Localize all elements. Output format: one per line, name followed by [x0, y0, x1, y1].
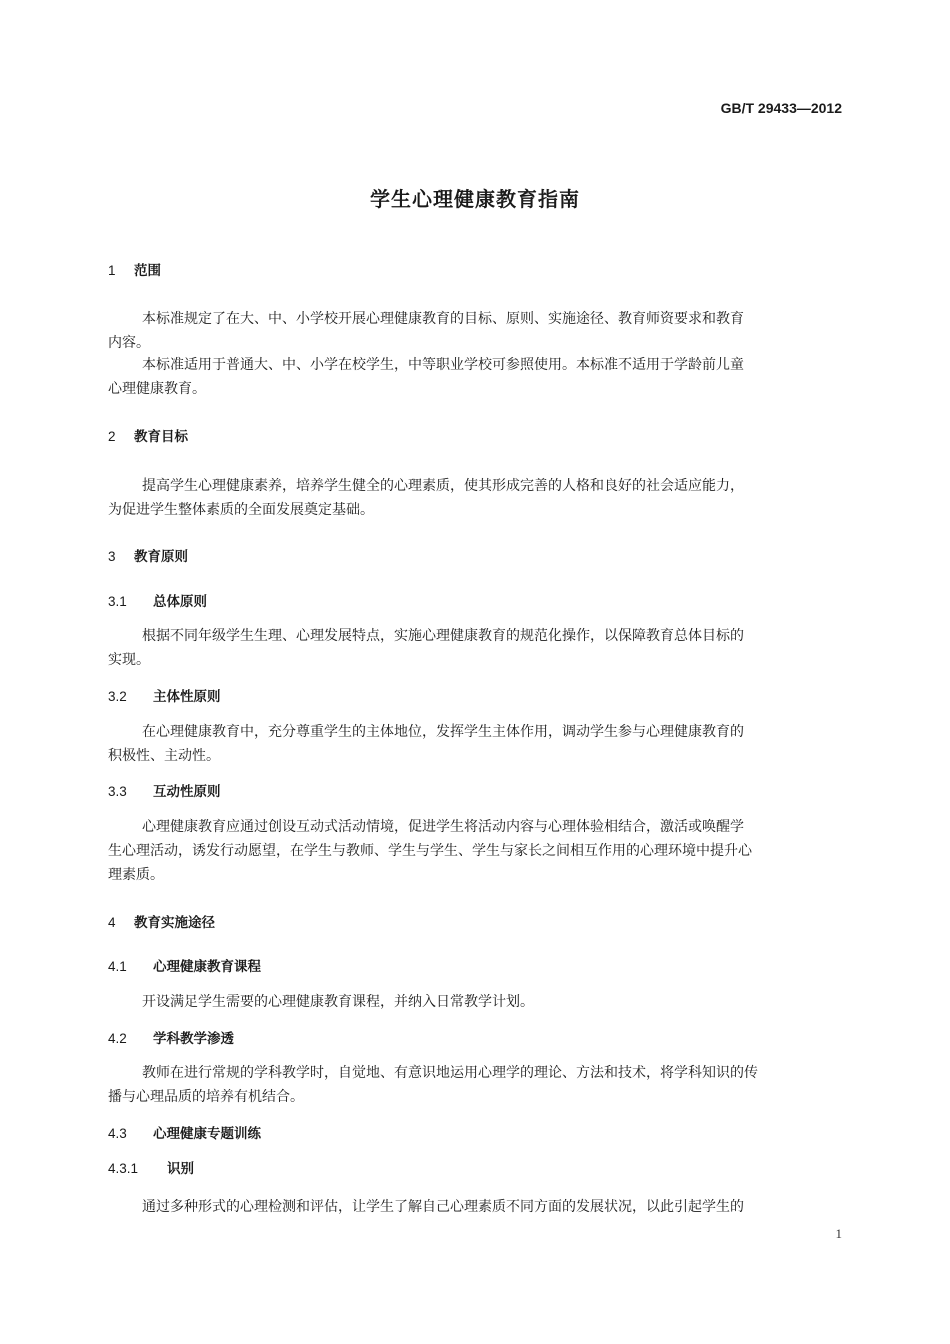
standard-number: GB/T 29433—2012 [720, 100, 842, 116]
section-2-paragraph-1 [108, 474, 842, 522]
section-4-2-heading [108, 1029, 234, 1049]
section-number: 3.1 [108, 594, 127, 609]
section-3-2-paragraph [108, 720, 842, 768]
paragraph-line: 内容。 [108, 335, 150, 351]
section-4-heading [108, 913, 215, 933]
paragraph-line: 积极性、主动性。 [108, 748, 220, 764]
section-title: 互动性原则 [153, 784, 221, 800]
section-title: 心理健康专题训练 [153, 1126, 261, 1142]
section-title: 学科教学渗透 [153, 1031, 234, 1047]
paragraph-line: 生心理活动，诱发行动愿望，在学生与教师、学生与学生、学生与家长之间相互作用的心理环境中提升心 [108, 843, 752, 859]
section-1-paragraph-1 [108, 307, 842, 355]
section-4-1-heading [108, 957, 261, 977]
section-3-2-heading [108, 687, 221, 707]
paragraph-line: 本标准规定了在大、中、小学校开展心理健康教育的目标、原则、实施途径、教育师资要求和教育 [142, 311, 744, 327]
paragraph-line: 通过多种形式的心理检测和评估，让学生了解自己心理素质不同方面的发展状况，以此引起学生的 [142, 1199, 744, 1215]
paragraph-line: 提高学生心理健康素养，培养学生健全的心理素质，使其形成完善的人格和良好的社会适应能力， [142, 478, 744, 494]
section-3-1-heading [108, 592, 207, 612]
section-number: 4.1 [108, 959, 127, 974]
section-4-1-paragraph [108, 990, 842, 1014]
section-number: 1 [108, 263, 116, 278]
paragraph-line: 教师在进行常规的学科教学时，自觉地、有意识地运用心理学的理论、方法和技术，将学科知识的传 [142, 1065, 758, 1081]
paragraph-line: 心理健康教育。 [108, 381, 206, 397]
section-title: 识别 [167, 1161, 194, 1177]
document-title: 学生心理健康教育指南 [370, 187, 580, 211]
section-4-2-paragraph [108, 1061, 842, 1109]
section-4-3-heading [108, 1124, 261, 1144]
section-number: 4.3 [108, 1126, 127, 1141]
section-3-3-heading [108, 782, 221, 802]
paragraph-line: 在心理健康教育中，充分尊重学生的主体地位，发挥学生主体作用，调动学生参与心理健康教育的 [142, 724, 744, 740]
section-1-paragraph-2 [108, 353, 842, 401]
paragraph-line: 根据不同年级学生生理、心理发展特点，实施心理健康教育的规范化操作，以保障教育总体目标的 [142, 628, 744, 644]
section-number: 3 [108, 549, 116, 564]
section-number: 4.3.1 [108, 1161, 139, 1176]
section-2-heading [108, 427, 188, 447]
section-3-1-paragraph [108, 624, 842, 672]
section-number: 4.2 [108, 1031, 127, 1046]
section-3-3-paragraph [108, 815, 842, 887]
paragraph-line: 开设满足学生需要的心理健康教育课程，并纳入日常教学计划。 [142, 994, 534, 1010]
section-title: 总体原则 [153, 594, 207, 610]
section-4-3-1-heading [108, 1159, 194, 1179]
section-title: 主体性原则 [153, 689, 221, 705]
section-title: 教育原则 [134, 549, 188, 565]
section-number: 2 [108, 429, 116, 444]
section-number: 3.2 [108, 689, 127, 704]
section-1-heading [108, 261, 161, 281]
section-title: 教育目标 [134, 429, 188, 445]
paragraph-line: 理素质。 [108, 867, 164, 883]
paragraph-line: 为促进学生整体素质的全面发展奠定基础。 [108, 502, 374, 518]
paragraph-line: 播与心理品质的培养有机结合。 [108, 1089, 304, 1105]
section-title: 范围 [134, 263, 161, 279]
section-title: 教育实施途径 [134, 915, 215, 931]
section-title: 心理健康教育课程 [153, 959, 261, 975]
section-3-heading [108, 547, 188, 567]
section-4-3-1-paragraph [108, 1195, 842, 1219]
paragraph-line: 本标准适用于普通大、中、小学在校学生，中等职业学校可参照使用。本标准不适用于学龄前儿童 [142, 357, 744, 373]
section-number: 4 [108, 915, 116, 930]
paragraph-line: 心理健康教育应通过创设互动式活动情境，促进学生将活动内容与心理体验相结合，激活或唤醒学 [142, 819, 744, 835]
paragraph-line: 实现。 [108, 652, 150, 668]
page-number: 1 [835, 1226, 842, 1241]
section-number: 3.3 [108, 784, 127, 799]
